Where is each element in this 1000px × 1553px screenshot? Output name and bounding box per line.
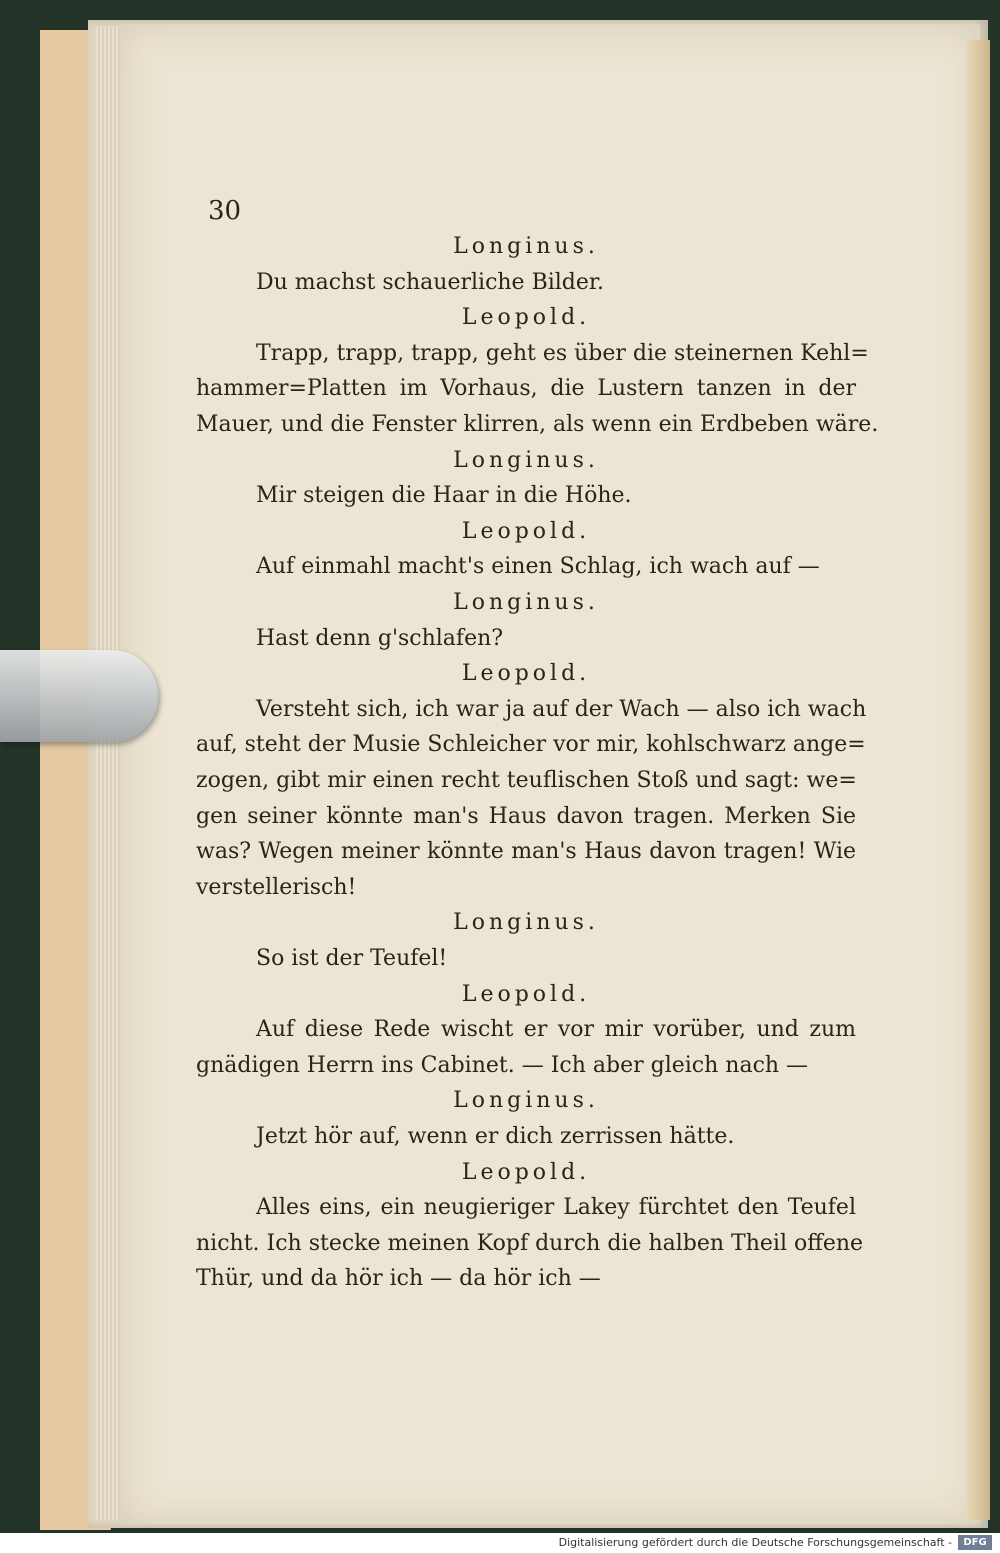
speaker-name: Leopold. [461,518,591,544]
page-right-edge [966,40,990,1520]
text-line: Trapp, trapp, trapp, geht es über die steinernen Kehl= [256,340,869,366]
text-line: gnädigen Herrn ins Cabinet. — Ich aber gleich nach — [196,1052,809,1078]
text-line: zogen, gibt mir einen recht teuflischen Stoß und sagt: we= [196,768,857,793]
speaker-name: Leopold. [461,661,591,687]
text-line: gen seiner könnte man's Haus davon tragen. Merken Sie [196,803,856,829]
digitization-footer [0,1533,1000,1553]
text-line: Versteht sich, ich war ja auf der Wach — also ich wach [256,696,867,722]
speaker-name: Leopold. [461,1159,591,1185]
speaker-name: Longinus. [453,1088,599,1114]
page-number: 30 [208,196,242,226]
text-line: So ist der Teufel! [256,946,448,971]
text-line: Auf einmahl macht's einen Schlag, ich wach auf — [256,554,820,580]
text-line: was? Wegen meiner könnte man's Haus davon tragen! Wie [196,839,856,865]
page-holder-clip [0,650,158,742]
speaker-name: Leopold. [461,305,591,331]
text-line: Alles eins, ein neugieriger Lakey fürchtet den Teufel [256,1195,856,1221]
speaker-name: Longinus. [453,910,599,936]
text-line: Jetzt hör auf, wenn er dich zerrissen hätte. [256,1124,735,1149]
text-line: verstellerisch! [196,874,357,900]
text-line: Auf diese Rede wischt er vor mir vorüber, und zum [256,1017,856,1043]
speaker-name: Longinus. [453,590,599,615]
text-line: nicht. Ich stecke meinen Kopf durch die halben Theil offene [196,1230,864,1256]
text-line: auf, steht der Musie Schleicher vor mir, kohlschwarz ange= [196,732,866,758]
text-line: Mir steigen die Haar in die Höhe. [256,483,632,509]
text-line: Du machst schauerliche Bilder. [256,269,605,295]
speaker-name: Longinus. [453,447,599,473]
text-line: Hast denn g'schlafen? [256,625,504,651]
dfg-logo-icon: DFG [958,1535,992,1550]
speaker-name: Longinus. [453,234,599,259]
footer-credit: Digitalisierung gefördert durch die Deutsche Forschungsgemeinschaft - [558,1536,952,1549]
text-line: Thür, und da hör ich — da hör ich — [196,1266,601,1292]
text-line: Mauer, und die Fenster klirren, als wenn ein Erdbeben wäre. [196,412,879,437]
speaker-name: Leopold. [461,981,591,1007]
text-line: hammer=Platten im Vorhaus, die Lustern tanzen in der [196,376,856,402]
